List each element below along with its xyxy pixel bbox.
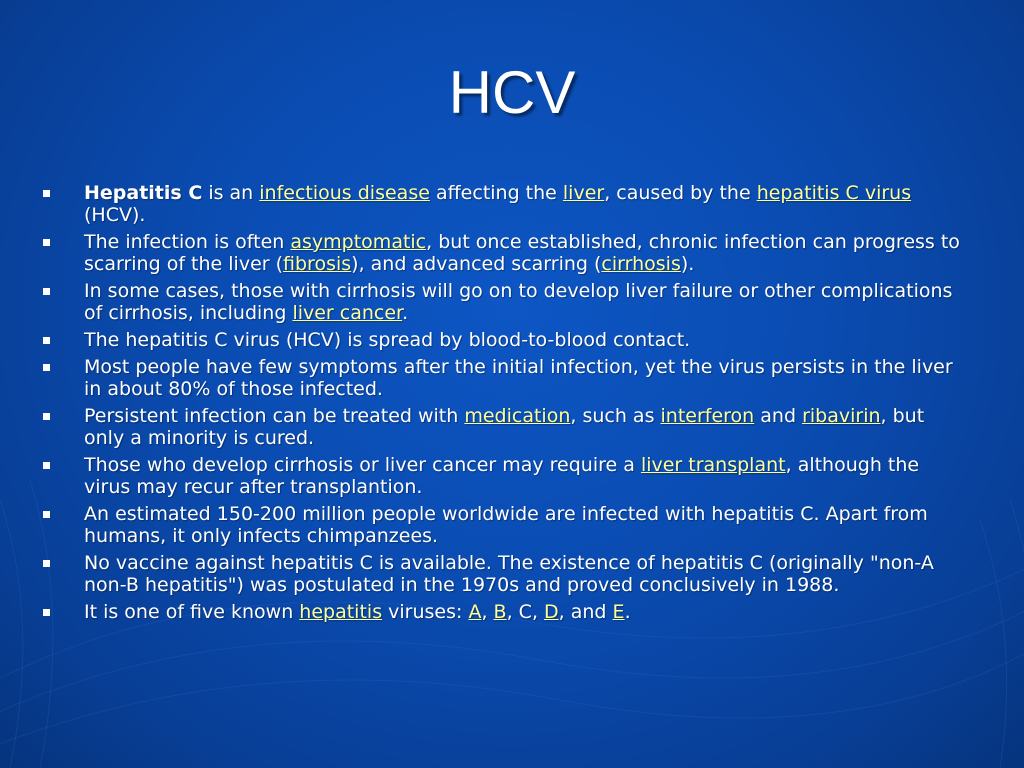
bullet-text: It is one of five known — [84, 601, 300, 623]
bullet-text: ), and advanced scarring ( — [351, 253, 602, 275]
hyperlink[interactable]: liver cancer — [292, 302, 403, 324]
hyperlink[interactable]: medication — [464, 405, 571, 427]
hyperlink[interactable]: cirrhosis — [601, 253, 681, 275]
bullet-text: Persistent infection can be treated with — [84, 405, 465, 427]
bullet-item — [0, 454, 1024, 498]
bullet-text: affecting the — [429, 182, 563, 204]
bullet-marker-icon — [43, 288, 50, 295]
hyperlink[interactable]: ribavirin — [802, 405, 881, 427]
bullet-item — [0, 280, 1024, 324]
hyperlink[interactable]: infectious disease — [259, 182, 430, 204]
bullet-text: , such as — [570, 405, 661, 427]
bullet-text: , but once established, chronic infection can progress to scarring of the liver ( — [84, 231, 960, 275]
bullet-text: , C, — [506, 601, 545, 623]
bullet-item — [0, 405, 1024, 449]
bullet-text: , — [481, 601, 494, 623]
hyperlink[interactable]: asymptomatic — [290, 231, 427, 253]
hyperlink[interactable]: interferon — [660, 405, 755, 427]
bullet-marker-icon — [43, 337, 50, 344]
bullet-list — [0, 182, 1024, 628]
bullet-marker-icon — [43, 560, 50, 567]
bullet-item — [0, 601, 1024, 623]
hyperlink[interactable]: D — [544, 601, 559, 623]
bullet-marker-icon — [43, 413, 50, 420]
bullet-marker-icon — [43, 190, 50, 197]
bullet-item — [0, 182, 1024, 226]
slide-title: HCV — [448, 59, 576, 126]
bullet-text: and — [754, 405, 803, 427]
bullet-item — [0, 356, 1024, 400]
bold-term: Hepatitis C — [84, 182, 203, 204]
bullet-marker-icon — [43, 364, 50, 371]
hyperlink[interactable]: B — [493, 601, 507, 623]
bullet-text: An estimated 150-200 million people worldwide are infected with hepatitis C. Apart from humans, it only infects chimpanzees. — [84, 503, 928, 547]
hyperlink[interactable]: E — [612, 601, 625, 623]
bullet-marker-icon — [43, 511, 50, 518]
hyperlink[interactable]: liver transplant — [640, 454, 786, 476]
bullet-item — [0, 503, 1024, 547]
bullet-item — [0, 329, 1024, 351]
bullet-text: ). — [680, 253, 695, 275]
bullet-text: Those who develop cirrhosis or liver cancer may require a — [84, 454, 641, 476]
bullet-text: No vaccine against hepatitis C is available. The existence of hepatitis C (originally "non-A non-B hepatitis") was postulated in the 1970s and proved conclusively in 1988. — [84, 552, 934, 596]
bullet-text: , and — [558, 601, 613, 623]
bullet-text: The infection is often — [84, 231, 291, 253]
bullet-item — [0, 231, 1024, 275]
bullet-text: In some cases, those with cirrhosis will go on to develop liver failure or other complications of cirrhosis, including — [84, 280, 953, 324]
hyperlink[interactable]: fibrosis — [283, 253, 352, 275]
bullet-text: is an — [202, 182, 260, 204]
bullet-marker-icon — [43, 462, 50, 469]
bullet-text: , although the virus may recur after transplantion. — [84, 454, 920, 498]
bullet-text: (HCV). — [84, 204, 146, 226]
bullet-marker-icon — [43, 239, 50, 246]
bullet-text: Most people have few symptoms after the initial infection, yet the virus persists in the liver in about 80% of those infected. — [84, 356, 953, 400]
bullet-text: . — [624, 601, 631, 623]
bullet-marker-icon — [43, 609, 50, 616]
hyperlink[interactable]: liver — [562, 182, 605, 204]
hyperlink[interactable]: A — [468, 601, 482, 623]
bullet-text: The hepatitis C virus (HCV) is spread by blood-to-blood contact. — [84, 329, 691, 351]
bullet-item — [0, 552, 1024, 596]
bullet-text: . — [402, 302, 409, 324]
hyperlink[interactable]: hepatitis C virus — [756, 182, 912, 204]
bullet-text: , caused by the — [604, 182, 757, 204]
bullet-text: viruses: — [382, 601, 469, 623]
bullet-text: , but only a minority is cured. — [84, 405, 925, 449]
hyperlink[interactable]: hepatitis — [299, 601, 383, 623]
